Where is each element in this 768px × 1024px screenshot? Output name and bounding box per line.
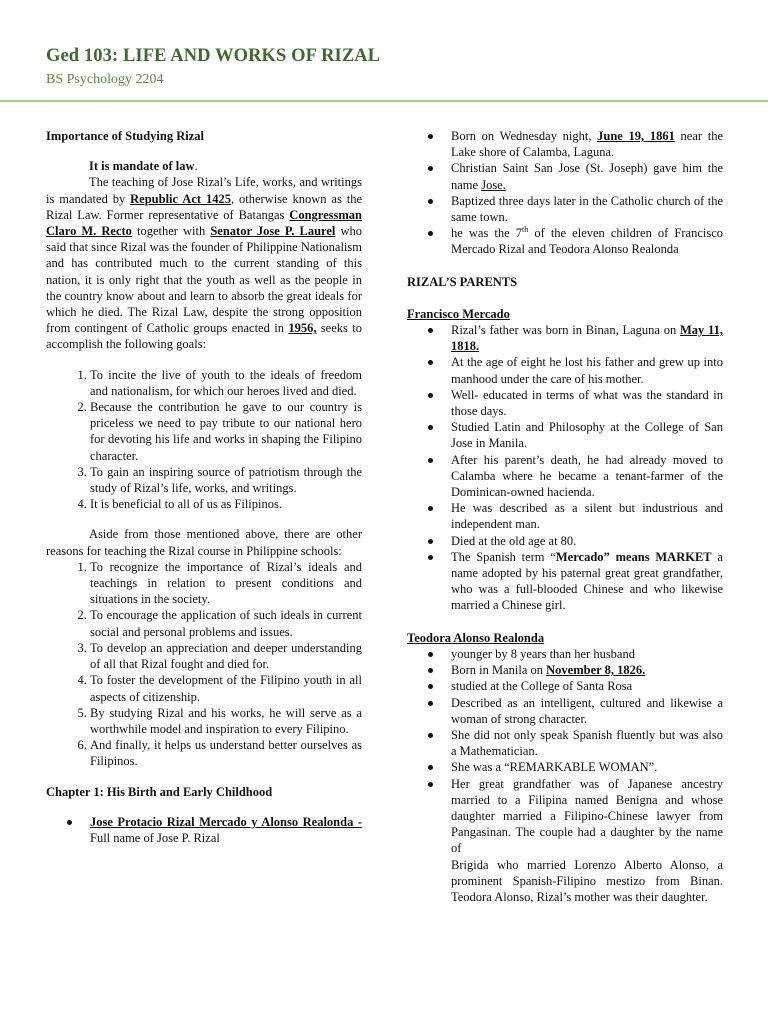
birth-text: near the Lake shore of Calamba, Laguna. (451, 129, 724, 160)
birth-date: June 19, 1861 (597, 129, 675, 143)
list-item: Died at the old age at 80. (451, 533, 723, 549)
list-item: Baptized three days later in the Catholic church of the same town. (451, 193, 723, 225)
list-item (451, 776, 723, 906)
para1-text-4: who said that since Rizal was the founder of Philippine Nationalism and has contributed much to the current standing of this nation, it is only right that the youth as well as the people in the country know about and learn to absorb the great ideals for which he died. The Rizal Law, despite the strong opposition from contingent of Catholic groups enacted in (46, 224, 363, 336)
father-birth-date: May 11, 1818. (451, 323, 723, 354)
list-item (90, 814, 362, 846)
list-item: She did not only speak Spanish fluently but was also a Mathematician. (451, 727, 723, 759)
list-item (451, 160, 723, 192)
chapter-heading: Chapter 1: His Birth and Early Childhood (46, 784, 273, 799)
para1-text-2: , otherwise known as the Rizal Law. Former representative of Batangas (46, 191, 363, 222)
list-item: Described as an intelligent, cultured and likewise a woman of strong character. (451, 695, 723, 726)
left-column (46, 128, 362, 846)
para1-text-1: The teaching of Jose Rizal’s Life, works, and writings is mandated by (46, 175, 362, 206)
ordinal-sup: th (522, 225, 529, 235)
mercado-text: The Spanish term “ (451, 549, 556, 564)
mother-birth-text: Born in Manila on (451, 663, 547, 678)
other-reasons-paragraph: Aside from those mentioned above, there are other reasons for teaching the Rizal course in Philippine schools: (46, 527, 362, 558)
republic-act-link: Republic Act 1425 (130, 191, 231, 206)
reasons-list (46, 559, 362, 770)
fullname-bold: Jose Protacio Rizal Mercado y Alonso Realonda - (90, 814, 362, 829)
header-divider (0, 100, 768, 102)
teodora-heading: Teodora Alonso Realonda (407, 630, 545, 645)
mother-birth-date: November 8, 1826. (546, 663, 646, 678)
list-item: 4. It is beneficial to all of us as Filipinos. (90, 496, 362, 512)
list-item (451, 128, 723, 160)
section-heading-importance: Importance of Studying Rizal (46, 129, 204, 143)
list-item: 4. To foster the development of the Filipino youth in all aspects of citizenship. (90, 672, 362, 704)
birth-list (407, 128, 723, 258)
laurel-name: Senator Jose P. Laurel (210, 224, 336, 239)
ancestry-text: Her great grandfather was of Japanese ancestry married to a Filipina named Benigna and whose daughter married a Filipino-Chinese lawyer from Pangasinan. The couple had a daughter by the name of (451, 776, 723, 856)
list-item: Well- educated in terms of what was the standard in those days. (451, 387, 723, 419)
list-item: 2. Because the contribution he gave to our country is priceless we need to pay tribute to our national hero for devoting his life and works in shaping the Filipino character. (90, 399, 362, 464)
francisco-heading: Francisco Mercado (407, 306, 510, 321)
given-name: Jose. (481, 177, 506, 192)
list-item (451, 225, 723, 257)
recto-name: Congressman Claro M. Recto (46, 207, 362, 239)
list-item: 3. To develop an appreciation and deeper understanding of all that Rizal fought and died for. (90, 640, 362, 672)
mandate-text: It is mandate of law (89, 159, 195, 174)
para1-text-3: together with (131, 224, 211, 239)
list-item: 1. To recognize the importance of Rizal’s ideals and teachings in relation to present conditions and situations in the society. (90, 559, 362, 608)
list-item: Studied Latin and Philosophy at the College of San Jose in Manila. (451, 420, 723, 451)
document-header (46, 44, 380, 88)
child-text: of the eleven children of Francisco Mercado Rizal and Teodora Alonso Realonda (451, 226, 724, 257)
ancestry-text: Brigida who married Lorenzo Alberto Alonso, a prominent Spanish-Filipino mestizo from Binan. Teodora Alonso, Rizal’s mother was their daughter. (451, 857, 723, 904)
mercado-meaning: Mercado” means MARKET (555, 549, 712, 564)
list-item: studied at the College of Santa Rosa (451, 678, 723, 694)
list-item: 6. And finally, it helps us understand better ourselves as Filipinos. (90, 737, 362, 769)
list-item: He was described as a silent but industrious and independent man. (451, 501, 723, 532)
list-item (451, 322, 723, 354)
list-item: 5. By studying Rizal and his works, he will serve as a worthwhile model and inspiration to every Filipino. (90, 705, 362, 737)
list-item: 1. To incite the live of youth to the ideals of freedom and nationalism, for which our heroes lived and died. (90, 367, 362, 399)
mandate-dot: . (194, 159, 198, 174)
name-text: Christian Saint San Jose (St. Joseph) gave him the name (451, 161, 723, 192)
list-item: 3. To gain an inspiring source of patriotism through the study of Rizal’s life, works, and writings. (90, 464, 362, 496)
list-item: 2. To encourage the application of such ideals in current social and personal problems and issues. (90, 607, 362, 639)
mandate-line (46, 158, 362, 174)
list-item (451, 662, 723, 678)
list-item: After his parent’s death, he had already moved to Calamba where he became a tenant-farmer of the Dominican-owned hacienda. (451, 452, 723, 500)
para1-text-5: seeks to accomplish the following goals: (46, 321, 362, 352)
child-text: he was the 7 (451, 226, 523, 241)
mercado-text: a name adopted by his paternal great great grandfather, who was a full-blooded Chinese and who likewise married a Chinese girl. (451, 549, 723, 613)
father-birth-text: Rizal’s father was born in Binan, Laguna on (451, 323, 680, 338)
goals-list (46, 367, 362, 513)
right-column (407, 128, 723, 905)
list-item: At the age of eight he lost his father and grew up into manhood under the care of his mother. (451, 355, 723, 386)
list-item: younger by 8 years than her husband (451, 646, 723, 662)
document-subtitle: BS Psychology 2204 (46, 72, 164, 87)
fullname-rest: Full name of Jose P. Rizal (90, 830, 220, 845)
document-title: Ged 103: LIFE AND WORKS OF RIZAL (46, 46, 381, 66)
rizal-law-paragraph (46, 174, 362, 352)
list-item (451, 549, 723, 614)
birth-text: Born on Wednesday night, (451, 129, 598, 143)
francisco-list (407, 322, 723, 614)
fullname-list (46, 814, 362, 846)
list-item: She was a “REMARKABLE WOMAN”. (451, 759, 723, 775)
teodora-list (407, 646, 723, 905)
parents-heading: RIZAL’S PARENTS (407, 274, 518, 289)
year-1956: 1956, (288, 321, 317, 336)
